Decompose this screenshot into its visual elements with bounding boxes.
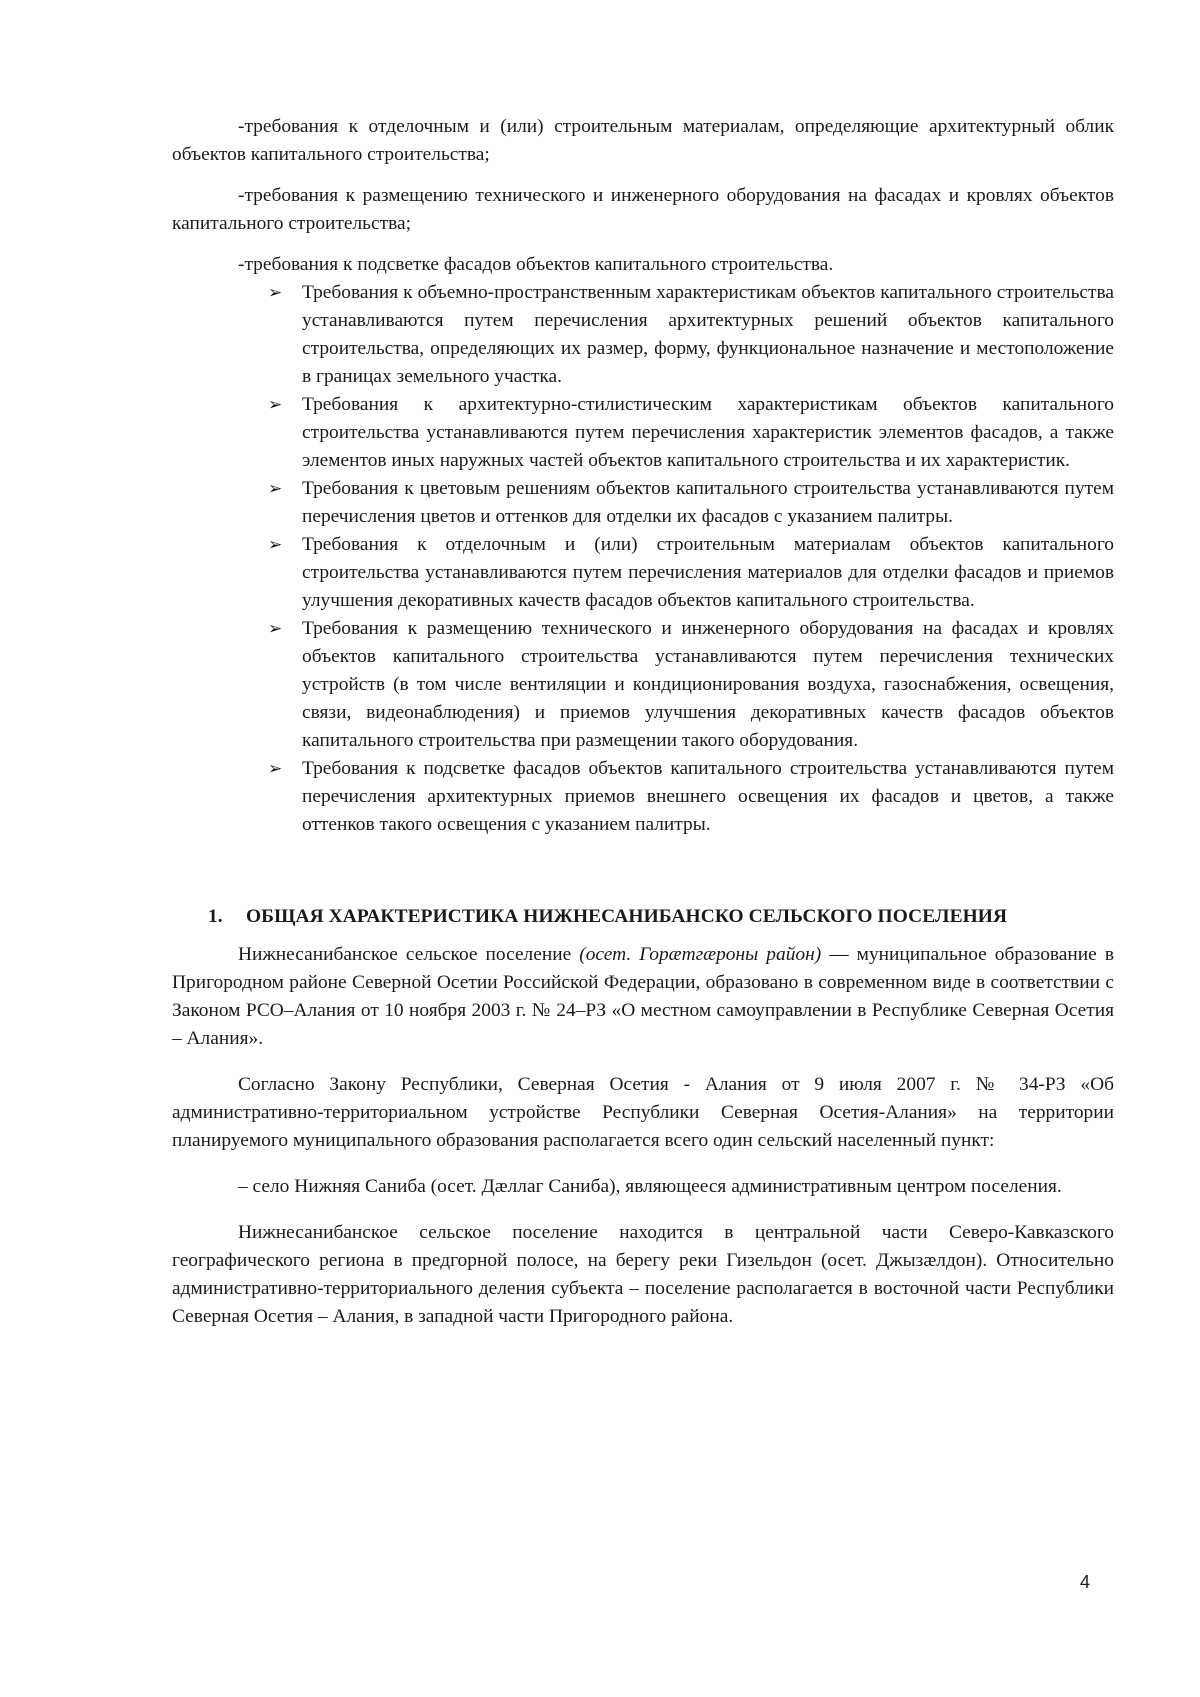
intro-paragraph-3: -требования к подсветке фасадов объектов капитального строительства. [238,254,834,275]
section-paragraph-1-end: — муниципальное образование в Пригородном районе Северной Осетии Российской Федерации, образовано в современном виде в соответствии с Законом РСО–Алания от 10 ноября 2003 г. № 24–РЗ «О местном самоуправлении в Республике Северная Осетия – Алания». [172,944,1114,1049]
section-paragraph-1-start: Нижнесанибанское сельское поселение [238,944,580,965]
arrow-bullet-icon: ➢ [268,283,283,303]
list-item [268,475,1114,531]
list-item [268,615,1114,755]
list-item-text: Требования к цветовым решениям объектов капитального строительства устанавливаются путем перечисления цветов и оттенков для отделки их фасадов с указанием палитры. [302,478,1114,527]
section-paragraph-4: Нижнесанибанское сельское поселение находится в центральной части Северо-Кавказского географического региона в предгорной полосе, на берегу реки Гизельдон (осет. Джызæлдон). Относительно административно-территориального деления субъекта – поселение располагается в восточной части Республики Северная Осетия – Алания, в западной части Пригородного района. [172,1222,1114,1327]
list-item [268,755,1114,839]
arrow-bullet-icon: ➢ [268,619,283,639]
requirements-list [172,279,1114,839]
page-number: 4 [1080,1572,1091,1592]
arrow-bullet-icon: ➢ [268,759,283,779]
section-paragraph-2: Согласно Закону Республики, Северная Осетия - Алания от 9 июля 2007 г. № 34-РЗ «Об административно-территориальном устройстве Республики Северная Осетия-Алания» на территории планируемого муниципального образования располагается всего один сельский населенный пункт: [172,1074,1114,1151]
list-item-text: Требования к размещению технического и инженерного оборудования на фасадах и кровлях объектов капитального строительства устанавливаются путем перечисления технических устройств (в том числе вентиляции и кондиционирования воздуха, газоснабжения, освещения, связи, видеонаблюдения) и приемов улучшения декоративных качеств фасадов объектов капитального строительства при размещении такого оборудования. [302,618,1114,751]
list-item-text: Требования к подсветке фасадов объектов капитального строительства устанавливаются путем перечисления архитектурных приемов внешнего освещения их фасадов и цветов, а также оттенков такого освещения с указанием палитры. [302,758,1114,835]
list-item-text: Требования к архитектурно-стилистическим характеристикам объектов капитального строительства устанавливаются путем перечисления характеристик элементов фасадов, а также элементов иных наружных частей объектов капитального строительства и их характеристик. [302,394,1114,471]
intro-paragraph-2: -требования к размещению технического и инженерного оборудования на фасадах и кровлях объектов капитального строительства; [172,185,1114,234]
section-paragraph-1 [172,941,1114,1053]
list-item [268,279,1114,391]
list-item [268,531,1114,615]
list-item [268,391,1114,475]
arrow-bullet-icon: ➢ [268,479,283,499]
section-number: 1. [208,906,223,927]
intro-paragraph-1: -требования к отделочным и (или) строительным материалам, определяющие архитектурный облик объектов капитального строительства; [172,116,1114,165]
arrow-bullet-icon: ➢ [268,395,283,415]
list-item-text: Требования к объемно-пространственным характеристикам объектов капитального строительства устанавливаются путем перечисления архитектурных решений объектов капитального строительства, определяющих их размер, форму, функциональное назначение и местоположение в границах земельного участка. [302,282,1114,387]
list-item-text: Требования к отделочным и (или) строительным материалам объектов капитального строительства устанавливаются путем перечисления материалов для отделки фасадов и приемов улучшения декоративных качеств фасадов объектов капитального строительства. [302,534,1114,611]
section-heading [172,903,1114,931]
document-page [172,113,1114,1331]
ossetian-name: (осет. Горæтгæроны район) [579,944,822,965]
section-paragraph-3: – село Нижняя Саниба (осет. Дæллаг Саниба), являющееся административным центром поселения. [238,1176,1062,1197]
section-title: ОБЩАЯ ХАРАКТЕРИСТИКА НИЖНЕСАНИБАНСКО СЕЛЬСКОГО ПОСЕЛЕНИЯ [246,906,1008,927]
arrow-bullet-icon: ➢ [268,535,283,555]
